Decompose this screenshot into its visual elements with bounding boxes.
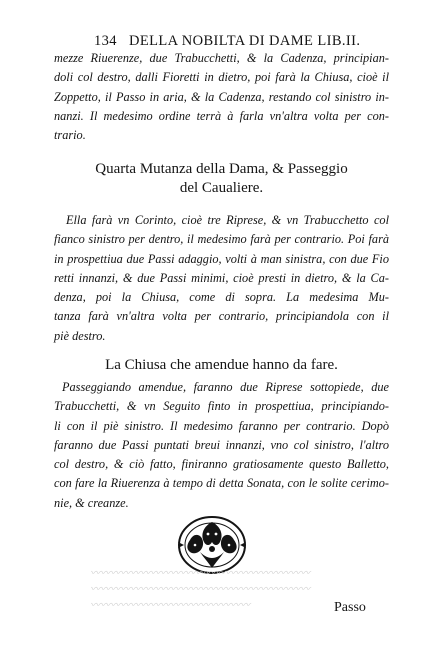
section-heading-la-chiusa: [54, 356, 389, 375]
section-heading-quarta-mutanza: [54, 160, 389, 198]
text-line: doli col destro, dalli Fioretti in dietro, poi farà la Chiusa, cioè il: [54, 70, 389, 85]
text-line: retti innanzi, & due Passi minimi, cioè presti in dietro, & la Ca-: [54, 270, 389, 285]
heading-line: La Chiusa che amendue hanno da fare.: [105, 357, 338, 373]
text-line: faranno due Passi puntati breui innanzi, vno col sinistro, l'altro: [54, 437, 389, 452]
text-line: mezze Riuerenze, due Trabucchetti, & la Cadenza, principian-: [54, 51, 389, 65]
page-header: [94, 33, 414, 50]
show-through-bleed: 〰〰〰〰〰〰〰〰〰〰〰〰〰〰〰〰〰〰〰〰〰〰: [90, 584, 310, 595]
text-line: fianco sinistro per dentro, il medesimo farà per contrario. Poi farà: [54, 232, 389, 247]
text-line: col destro, & ciò fatto, finiranno gratiosamente questo Balletto,: [54, 457, 389, 472]
text-line: piè destro.: [54, 328, 106, 343]
text-line: nie, & creanze.: [54, 495, 129, 510]
text-line: Zoppetto, il Passo in aria, & la Cadenza, restando col sinistro in-: [54, 89, 389, 104]
page-number: 134: [94, 33, 117, 49]
paragraph-second: [54, 211, 389, 346]
text-line: nanzi. Il medesimo ordine terrà à farla vn'altra volta per con-: [54, 108, 389, 123]
show-through-bleed: 〰〰〰〰〰〰〰〰〰〰〰〰〰〰〰〰: [90, 600, 250, 611]
text-line: in prospettiua due Passi adaggio, volti à man sinistra, con due Fio: [54, 251, 389, 266]
heading-line: Quarta Mutanza della Dama, & Passeggio: [95, 161, 348, 177]
heading-line: del Caualiere.: [179, 180, 264, 196]
text-line: Ella farà vn Corinto, cioè tre Riprese, & vn Trabucchetto col: [66, 213, 389, 227]
text-line: li con il piè sinistro. Il medesimo faranno per contrario. Dopò: [54, 418, 389, 433]
text-line: denza, poi la Chiusa, come di sopra. La medesima Mu-: [54, 290, 389, 305]
running-title: DELLA NOBILTA DI DAME LIB.II.: [128, 33, 361, 49]
show-through-bleed: 〰〰〰〰〰〰〰〰〰〰〰〰〰〰〰〰〰〰〰〰〰〰: [90, 568, 310, 579]
paragraph-first: [54, 49, 389, 145]
catchword: Passo: [334, 600, 366, 615]
text-line: Trabucchetti, & vn Seguito finto in prospettiua, principiando-: [54, 399, 389, 414]
text-line: con fare la Riuerenza à tempo di detta Sonata, con le solite cerimo-: [54, 476, 389, 491]
paragraph-third: [54, 378, 389, 513]
text-line: Passeggiando amendue, faranno due Riprese sottopiede, due: [62, 380, 389, 394]
text-line: trario.: [54, 128, 86, 143]
text-line: tanza farà vn'altra volta per contrario, principiandola con il: [54, 309, 389, 324]
